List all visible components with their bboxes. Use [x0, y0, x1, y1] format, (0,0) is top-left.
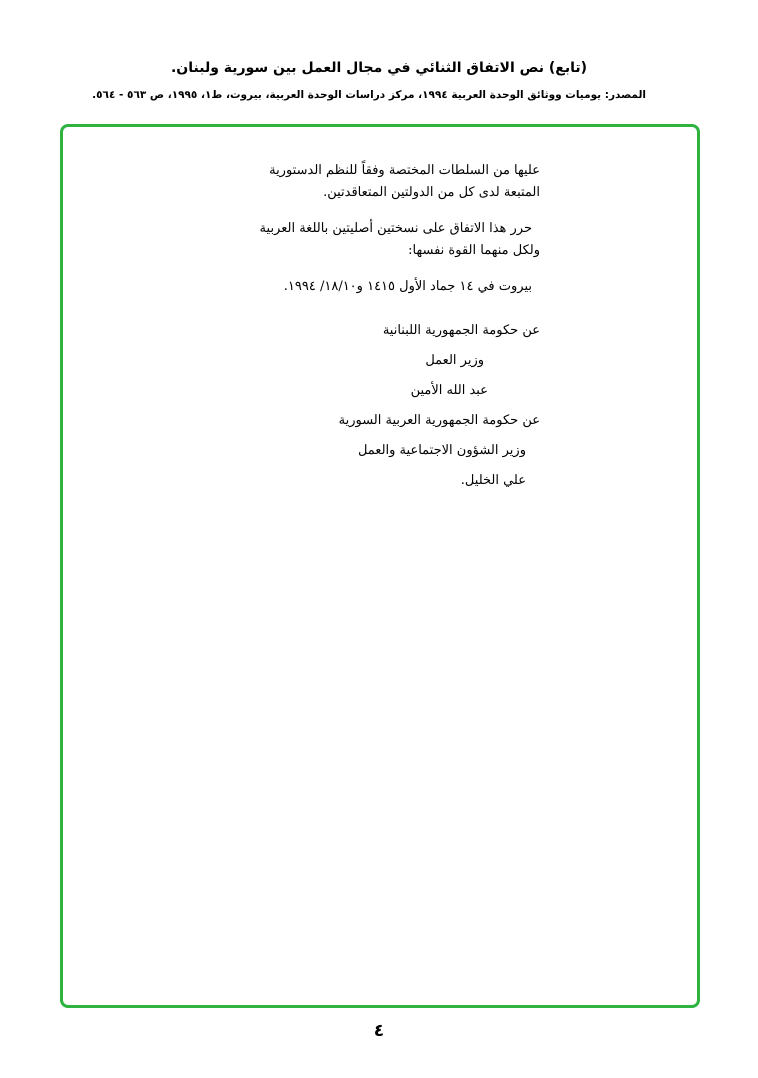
signatory-name: عبد الله الأمين [410, 383, 488, 398]
paragraph-copies: حرر هذا الاتفاق على نسختين أصليتين باللغة العربية ولكل منهما القوة نفسها: [259, 221, 540, 258]
signatory-syria [230, 410, 540, 492]
paragraph-ratification: عليها من السلطات المختصة وفقاً للنظم الدستورية المتبعة لدى كل من الدولتين المتعاقدتين. [269, 163, 540, 200]
date-line: بيروت في ١٤ جماد الأول ١٤١٥ و١٨/١٠/ ١٩٩٤. [283, 279, 532, 294]
signatory-lebanon [230, 320, 540, 402]
signatory-name: علي الخليل. [460, 473, 526, 488]
signatory-on-behalf: عن حكومة الجمهورية العربية السورية [338, 413, 540, 428]
page-number: ٤ [373, 1021, 385, 1041]
signatory-position: وزير الشؤون الاجتماعية والعمل [357, 443, 526, 458]
source-citation: المصدر: يوميات ووثائق الوحدة العربية ١٩٩٤، مركز دراسات الوحدة العربية، بيروت، ط١، ١٩٩٥، ص ٥٦٣ - ٥٦٤. [92, 89, 646, 101]
signatory-position: وزير العمل [425, 353, 484, 368]
document-title: (تابع) نص الاتفاق الثنائي في مجال العمل بين سورية ولبنان. [170, 60, 587, 76]
signatory-on-behalf: عن حكومة الجمهورية اللبنانية [382, 323, 540, 338]
document-body [230, 160, 540, 500]
